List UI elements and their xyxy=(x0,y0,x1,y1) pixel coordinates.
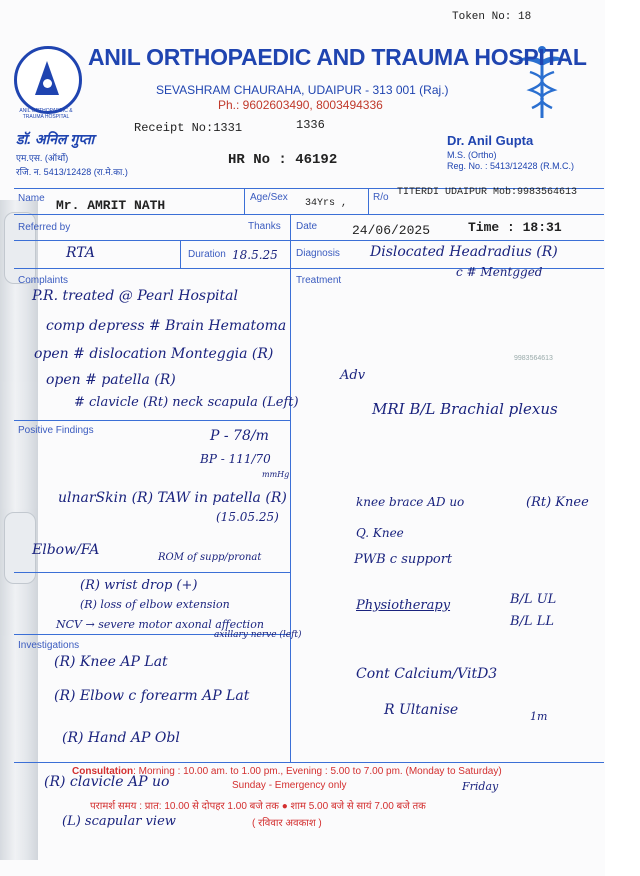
treatment-6b: 1m xyxy=(530,710,548,723)
thanks-label: Thanks xyxy=(248,221,281,232)
complaint-3: open # dislocation Monteggia (R) xyxy=(34,346,274,362)
visit-time: Time : 18:31 xyxy=(468,220,562,235)
investigations-label: Investigations xyxy=(18,640,80,651)
vitals-pulse: P - 78/m xyxy=(210,428,269,444)
patient-address: TITERDI UDAIPUR Mob:9983564613 xyxy=(397,187,578,198)
finding-5: (R) loss of elbow extension xyxy=(80,598,230,611)
complaint-5: # clavicle (Rt) neck scapula (Left) xyxy=(74,395,299,410)
friday-note: Friday xyxy=(462,780,499,793)
hospital-logo xyxy=(14,46,82,114)
logo-text: ANIL ORTHOPAEDIC & TRAUMA HOSPITAL xyxy=(19,108,73,120)
vitals-unit: mmHg xyxy=(262,470,290,479)
investigation-5: (L) scapular view xyxy=(62,814,176,829)
ro-label: R/o xyxy=(373,192,389,203)
diagnosis-label: Diagnosis xyxy=(296,248,340,259)
consultation-hours: Consultation: Morning : 10.00 am. to 1.00 pm., Evening : 5.00 to 7.00 pm. (Monday to Saturday) xyxy=(72,766,502,777)
serial-stamp: 9983564613 xyxy=(514,355,553,362)
sunday-note: Sunday - Emergency only xyxy=(232,780,347,791)
positive-findings-label: Positive Findings xyxy=(18,425,94,436)
doctor-registration: Reg. No. : 5413/12428 (R.M.C.) xyxy=(447,161,575,171)
patient-name: Mr. AMRIT NATH xyxy=(56,198,166,213)
consultation-hours-hindi: परामर्श समय : प्रात: 10.00 से दोपहर 1.00 बजे तक ● शाम 5.00 बजे से सायं 7.00 बजे तक xyxy=(90,801,426,812)
finding-6b: axillary nerve (left) xyxy=(214,630,302,640)
complaints-label: Complaints xyxy=(18,275,69,286)
diagnosis-line-1: Dislocated Headradius (R) xyxy=(370,244,558,260)
diagnosis-line-2: c # Mentgged xyxy=(456,265,543,279)
doctor-name-hindi: डॉ. अनिल गुप्ता xyxy=(16,131,95,147)
finding-3b: ROM of supp/pronat xyxy=(158,552,262,563)
investigation-1: (R) Knee AP Lat xyxy=(54,654,168,670)
treatment-1b: (Rt) Knee xyxy=(526,495,589,510)
doctor-reg-hindi: रजि. न. 5413/12428 (रा.मे.का.) xyxy=(16,167,128,177)
finding-2: (15.05.25) xyxy=(216,510,279,524)
duration-value: 18.5.25 xyxy=(232,248,278,262)
finding-3: Elbow/FA xyxy=(32,542,100,558)
receipt-number: Receipt No:1331 xyxy=(134,121,243,135)
treatment-4c: B/L LL xyxy=(510,614,554,629)
treatment-5: Cont Calcium/VitD3 xyxy=(356,666,498,682)
doctor-qualification: M.S. (Ortho) xyxy=(447,150,497,160)
sunday-note-hindi: ( रविवार अवकाश ) xyxy=(252,818,322,829)
age-label: Age/Sex xyxy=(250,192,288,203)
logo-emblem-icon xyxy=(35,61,59,95)
treatment-label: Treatment xyxy=(296,275,342,286)
treatment-1: knee brace AD uo xyxy=(356,495,465,509)
investigation-4: (R) clavicle AP uo xyxy=(44,774,170,790)
vitals-bp: BP - 111/70 xyxy=(200,452,271,466)
referred-value: RTA xyxy=(66,245,95,261)
treatment-6: R Ultanise xyxy=(384,702,459,718)
advice-label: Adv xyxy=(340,368,366,383)
finding-4: (R) wrist drop (+) xyxy=(80,578,198,593)
treatment-4: Physiotherapy xyxy=(356,598,451,613)
mri-advice: MRI B/L Brachial plexus xyxy=(372,400,558,418)
referred-label: Referred by xyxy=(18,222,71,233)
doctor-qual-hindi: एम.एस. (ऑर्थो) xyxy=(16,153,69,163)
hospital-phone: Ph.: 9602603490, 8003494336 xyxy=(218,98,383,112)
hr-number: HR No : 46192 xyxy=(228,152,338,168)
duration-label: Duration xyxy=(188,249,226,260)
treatment-4b: B/L UL xyxy=(510,592,557,607)
finding-6: NCV → severe motor axonal affection xyxy=(56,618,264,631)
hospital-address: SEVASHRAM CHAURAHA, UDAIPUR - 313 001 (Raj.) xyxy=(156,83,449,97)
doctor-name: Dr. Anil Gupta xyxy=(447,133,534,148)
visit-date: 24/06/2025 xyxy=(352,223,431,238)
date-label: Date xyxy=(296,221,318,232)
investigation-3: (R) Hand AP Obl xyxy=(62,730,180,746)
patient-age: 34Yrs , xyxy=(305,198,348,209)
treatment-3: PWB c support xyxy=(354,552,453,567)
complaint-2: comp depress # Brain Hematoma xyxy=(46,318,287,334)
complaint-1: P.R. treated @ Pearl Hospital xyxy=(32,288,238,304)
finding-1: ulnarSkin (R) TAW in patella (R) xyxy=(58,490,287,506)
receipt-extra: 1336 xyxy=(296,118,325,132)
name-label: Name xyxy=(18,193,45,204)
token-number: Token No: 18 xyxy=(452,11,532,23)
hospital-name: ANIL ORTHOPAEDIC AND TRAUMA HOSPITAL xyxy=(88,44,587,70)
complaint-4: open # patella (R) xyxy=(46,372,176,388)
treatment-2: Q. Knee xyxy=(356,526,404,540)
investigation-2: (R) Elbow c forearm AP Lat xyxy=(54,688,250,704)
